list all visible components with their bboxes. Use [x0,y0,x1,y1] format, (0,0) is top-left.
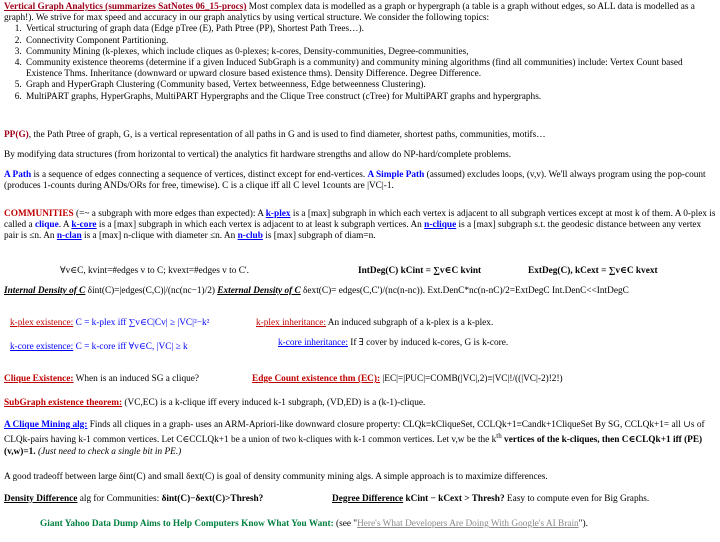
intdens-text: δint(C)=|edges(C,C)|/(nc(nc−1)/2) [85,286,218,296]
kplex-existence-label: k-plex existence: [10,318,74,328]
extdens-text: δext(C)= edges(C,C')/(nc(n-nc)). [300,286,428,296]
edge-count-existence [252,374,563,385]
kplex-inheritance-label: k-plex inheritance: [256,318,326,328]
intdens-label: Internal Density of C [4,286,86,296]
kcore-existence [10,342,188,353]
clique-miner-note: (Just need to check a single bit in PE.) [37,446,182,457]
communities-text: is a [max] subgraph in which each vertex is adjacent to all subgraph vertices except at most k of them. A 0-plex is called a [4,209,716,231]
nclub-term: n-club [237,231,263,242]
extdeg-formula: ExtDeg(C), kCext = ∑v∈C kvext [528,266,658,276]
degree-difference-label: Degree Difference [332,494,404,504]
clique-term: clique [34,220,59,231]
density-difference [4,494,263,505]
kcore-inheritance-label: k-core inheritance: [278,338,348,348]
kcore-existence-label: k-core existence: [10,342,74,352]
path-term: A Path [4,170,32,180]
clique-miner-text-2: vertices of the k-cliques, then C∈CLQk+1 iff (PE)(v,w)=1. [4,435,703,457]
kcore-existence-text: C = k-core iff ∀v∈C, |VC| ≥ k [73,342,188,352]
density-difference-formula: δint(C)−δext(C)>Thresh? [161,494,264,504]
path-section [4,170,716,192]
kplex-inheritance [256,318,493,329]
clique-miner-sup: th [496,432,502,441]
modify-text: By modifying data structures (from horizontal to vertical) the analytics fit hardware strengths and allow do NP-hard/complete problems. [4,150,512,160]
topic-item-3: 3. Community Mining (k-plexes, which include cliques as 0-plexes; k-cores, Density-communities, Degree-communities, [24,47,716,58]
kplex-term: k-plex [265,209,291,219]
footer-link[interactable]: Here's What Developers Are Doing With Google's AI Brain [357,519,579,529]
communities-text: (=~ a subgraph with more edges than expected): A [73,209,266,219]
topic-item-1: 1. Vertical structuring of graph data (Edge pTree (E), Path Ptree (PP), Shortest Path Trees…). [24,24,716,35]
topics-list [4,24,716,102]
intdeg-formula: IntDeg(C) kCint = ∑v∈C kvint [358,266,482,276]
clique-existence-label: Clique Existence: [4,374,74,384]
intro-title: Vertical Graph Analytics (summarizes SatNotes 06_15-procs) [4,2,247,12]
clique-existence [4,374,199,385]
nclan-term: n-clan [56,231,82,242]
kcore-inheritance-text: If ∃ cover by induced k-cores, G is k-core. [347,338,509,348]
subgraph-existence [4,398,425,409]
degree-difference-tail: Easy to compute even for Big Graphs. [504,494,650,504]
pp-term: PP(G) [4,130,29,140]
communities-text: is a [max] n-clique with diameter ≤n. An [81,231,238,242]
subgraph-existence-text: (VC,EC) is a k-clique iff every induced k-1 subgraph, (VD,ED) is a (k-1)-clique. [122,398,426,408]
topic-item-6: 6. MultiPART graphs, HyperGraphs, MultiPART Hypergraphs and the Clique Tree construct (cTree) for MultiPART graphs and hypergraphs. [24,92,716,103]
path-text: is a sequence of edges connecting a sequence of vertices, distinct except for end-vertices. [31,170,368,180]
degree-difference-formula: kCint − kCext > Thresh? [403,494,505,504]
clique-miner-text: Finds all cliques in a graph- uses an ARM-Apriori-like downward closure property: CLQk≡kCliqueSet, CCLQk+1≡Candk+1CliqueSet By SG, CCLQk+1= all ∪s of CLQk-pairs having k-1 common vertices. Let C∈CCLQk+1 be a union of two k-cliques with k-1 common vertices. Let v,w be the k [4,420,705,446]
density-difference-text: alg for Communities: [77,494,162,504]
communities-text: is [max] subgraph of diam=n. [262,231,376,242]
subgraph-existence-label: SubGraph existence theorem: [4,398,123,408]
density-difference-label: Density Difference [4,494,78,504]
clique-existence-text: When is an induced SG a clique? [73,374,200,384]
topic-item-2: 2. Connectivity Component Partitioning. [24,36,716,47]
communities-text: is a [max] subgraph s.t. the geodesic distance between any vertex pair is ≤n. An [4,220,702,242]
footer [40,519,588,530]
communities-section [4,209,716,243]
extdens-tail: Ext.DenC*nc(n-nC)/2=ExtDegC Int.DenC<<IntDegC [427,286,629,296]
simple-path-text: (assumed) excludes loops, (v,v). We'll always program using the pop-count (produces 1-counts during ANDs/ORs for free, timewise). C is a clique iff all C level 1counts are |VC|-1. [4,170,706,192]
topic-item-4: 4. Community existence theorems (determine if a given Induced SubGraph is a community) and community mining algorithms (find all communities) include: Vertex Count based Existence Thms. Inheritance (downward or upward closure based existence thms). Density Difference. Degree Difference. [24,58,716,80]
simple-path-term: A Simple Path [367,170,425,180]
nclique-term: n-clique [424,220,457,231]
kcore-inheritance [278,338,508,349]
topic-item-5: 5. Graph and HyperGraph Clustering (Community based, Vertex betweenness, Edge betweenness Clustering). [24,80,716,91]
pp-text: , the Path Ptree of graph, G, is a vertical representation of all paths in G and is used to find diameter, shortest paths, communities, motifs… [28,130,546,140]
kplex-existence-text: C = k-plex iff ∑v∈C|Cv| ≥ |VC|²−k² [73,318,210,328]
kplex-inheritance-text: An induced subgraph of a k-plex is a k-plex. [325,318,494,328]
tradeoff-text: A good tradeoff between large δint(C) and small δext(C) is goal of density community mining algs. A simple approach is to maximize differences. [4,472,548,482]
communities-text: . A [58,220,72,231]
intro-paragraph [4,2,716,24]
tradeoff-section [4,472,716,483]
footer-paren-close: "). [578,519,588,529]
clique-miner-label: A Clique Mining alg: [4,420,88,430]
communities-term: COMMUNITIES [4,209,74,219]
density-row [4,286,716,297]
pp-section [4,130,716,141]
modify-section [4,150,716,161]
kplex-existence [10,318,209,329]
footer-text: Giant Yahoo Data Dump Aims to Help Computers Know What You Want: [40,519,334,529]
edge-count-text: |EC|=|PUC|=COMB(|VC|,2)≡|VC|!/((|VC|-2)!2!) [380,374,563,384]
kint-formula: ∀v∈C, kvint=#edges v to C; kvext=#edges v to C'. [60,266,249,276]
kcore-term: k-core [71,220,97,231]
edge-count-label: Edge Count existence thm (EC): [252,374,381,384]
intro-section [4,2,716,103]
clique-miner-section [4,420,716,458]
communities-text: is a [max] subgraph in which each vertex is adjacent to at least k subgraph vertices. An [96,220,425,231]
footer-paren-open: (see " [333,519,358,529]
intro-text: Most complex data is modelled as a graph or hypergraph (a table is a graph without edges, so ALL data is modelled as a graph!). We strive for max speed and accuracy in our graph analytics by using vertical structure. We consider the following topics: [4,2,695,24]
degree-difference [332,494,649,505]
extdens-label: External Density of C [217,286,301,296]
